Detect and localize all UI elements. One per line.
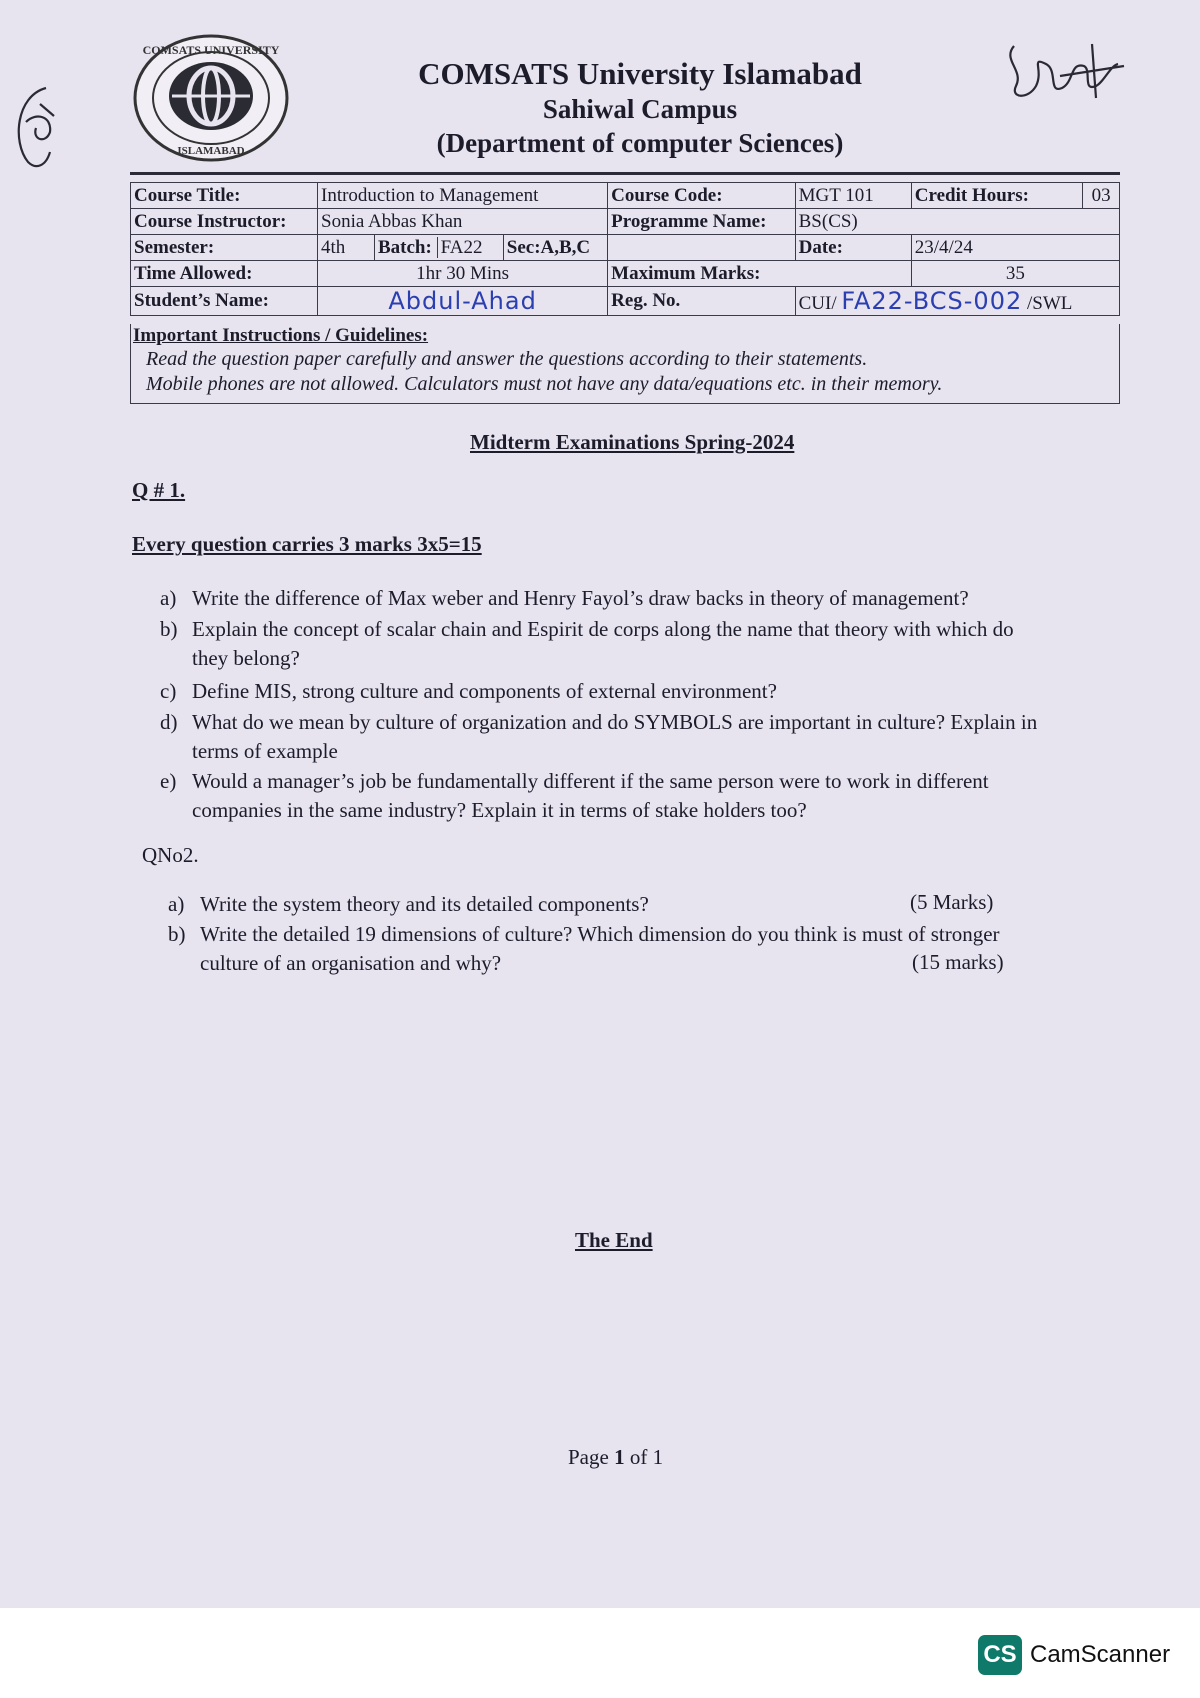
the-end-label: The End	[575, 1228, 653, 1252]
batch-label: Batch:	[378, 236, 432, 258]
credit-hours-label: Credit Hours:	[911, 183, 1082, 209]
student-name-label: Student’s Name:	[131, 287, 318, 316]
programme-name-value: BS(CS)	[795, 209, 1119, 235]
course-code-value: MGT 101	[795, 183, 911, 209]
student-name-handwritten: Abdul-Ahad	[388, 287, 537, 315]
reg-prefix: CUI/	[798, 293, 837, 314]
university-name: COMSATS University Islamabad	[418, 56, 862, 91]
course-instructor-label: Course Instructor:	[131, 209, 318, 235]
course-code-label: Course Code:	[608, 183, 795, 209]
instructions-box	[130, 324, 1120, 404]
reg-number-handwritten: FA22-BCS-002	[841, 287, 1023, 315]
credit-hours-value: 03	[1083, 183, 1120, 209]
question-1-marks-note: Every question carries 3 marks 3x5=15	[132, 532, 482, 556]
semester-value: 4th	[318, 235, 375, 261]
course-title-value: Introduction to Management	[318, 183, 608, 209]
date-label: Date:	[795, 235, 911, 261]
batch-cell	[375, 235, 504, 261]
department-name: (Department of computer Sciences)	[436, 128, 844, 158]
course-info-table	[130, 182, 1120, 316]
time-allowed-value: 1hr 30 Mins	[318, 261, 608, 287]
question-2-part-b-marks: (15 marks)	[912, 950, 1004, 974]
reg-suffix: /SWL	[1027, 293, 1073, 314]
reg-no-value	[795, 287, 1119, 316]
instructions-title: Important Instructions / Guidelines:	[133, 325, 429, 346]
svg-text:COMSATS UNIVERSITY: COMSATS UNIVERSITY	[142, 43, 280, 57]
university-seal-logo	[132, 34, 290, 162]
instruction-line-1: Read the question paper carefully and answer the questions according to their statements.	[146, 348, 868, 370]
question-2-part-a-marks: (5 Marks)	[910, 890, 994, 914]
handwritten-signature-left	[6, 82, 62, 174]
info-row-3	[131, 235, 1120, 261]
section-value: Sec:A,B,C	[503, 235, 607, 261]
info-row-5	[131, 287, 1120, 316]
campus-name: Sahiwal Campus	[542, 94, 738, 124]
reg-no-label: Reg. No.	[608, 287, 795, 316]
page-number: Page 1 of 1	[568, 1445, 664, 1469]
instruction-line-2: Mobile phones are not allowed. Calculators must not have any data/equations etc. in their memory.	[146, 373, 943, 395]
question-1-heading: Q # 1.	[132, 478, 186, 502]
question-2-part-b: b) Write the detailed 19 dimensions of culture? Which dimension do you think is must of stronger culture of an organisation and why?	[168, 922, 1000, 975]
course-title-label: Course Title:	[131, 183, 318, 209]
camscanner-label: CamScanner	[1030, 1641, 1171, 1668]
question-1-part-c: c) Define MIS, strong culture and components of external environment?	[160, 679, 777, 703]
handwritten-signature-right	[1000, 36, 1128, 108]
exam-title: Midterm Examinations Spring-2024	[470, 430, 795, 454]
info-row-2	[131, 209, 1120, 235]
semester-label: Semester:	[131, 235, 318, 261]
question-1-part-e: e) Would a manager’s job be fundamentally different if the same person were to work in different companies in the same industry? Explain it in terms of stake holders too?	[160, 769, 989, 822]
course-instructor-value: Sonia Abbas Khan	[318, 209, 608, 235]
question-2-heading: QNo2.	[142, 843, 199, 867]
programme-name-label: Programme Name:	[608, 209, 795, 235]
header-divider	[130, 172, 1120, 175]
question-1-part-b: b) Explain the concept of scalar chain and Espirit de corps along the name that theory with which do they belong?	[160, 617, 1014, 670]
camscanner-logo-icon: CS	[978, 1635, 1022, 1675]
question-1-part-d: d) What do we mean by culture of organization and do SYMBOLS are important in culture? Explain in terms of example	[160, 710, 1038, 763]
info-row-4	[131, 261, 1120, 287]
batch-value: FA22	[437, 237, 483, 258]
maximum-marks-value: 35	[911, 261, 1119, 287]
student-name-value	[318, 287, 608, 316]
question-1-part-a: a) Write the difference of Max weber and Henry Fayol’s draw backs in theory of management?	[160, 586, 969, 610]
empty-cell	[608, 235, 795, 261]
question-2-part-a: a) Write the system theory and its detailed components?	[168, 892, 649, 916]
time-allowed-label: Time Allowed:	[131, 261, 318, 287]
date-value: 23/4/24	[911, 235, 1119, 261]
info-row-1	[131, 183, 1120, 209]
maximum-marks-label: Maximum Marks:	[608, 261, 912, 287]
svg-text:ISLAMABAD: ISLAMABAD	[177, 145, 245, 157]
